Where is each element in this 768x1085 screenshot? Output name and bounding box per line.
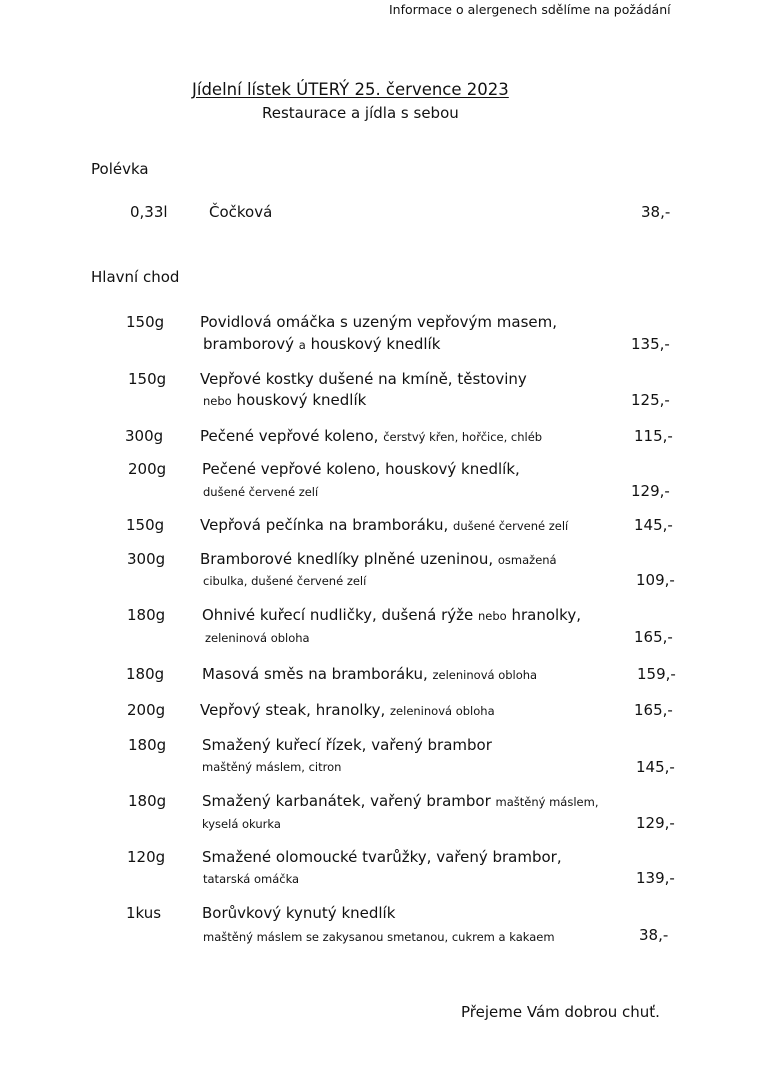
item-qty: 300g (125, 427, 164, 445)
section-heading-soup: Polévka (91, 160, 149, 178)
item-price: 145,- (634, 516, 673, 534)
item-qty: 200g (127, 701, 166, 719)
item-qty: 150g (126, 313, 165, 331)
item-name: Smažený kuřecí řízek, vařený brambor (202, 736, 492, 754)
item-name: Vepřový steak, hranolky, zeleninová obloha (200, 701, 495, 719)
item-side: dušené červené zelí (203, 485, 319, 499)
closing-message: Přejeme Vám dobrou chuť. (461, 1003, 660, 1021)
item-qty: 200g (128, 460, 167, 478)
item-price: 38,- (641, 203, 671, 221)
item-price: 159,- (637, 665, 676, 683)
item-side: kyselá okurka (202, 817, 281, 831)
item-price: 145,- (636, 758, 675, 776)
item-price: 139,- (636, 869, 675, 887)
menu-subtitle: Restaurace a jídla s sebou (262, 104, 459, 122)
item-side: maštěný máslem, citron (202, 760, 342, 774)
item-name: Smažený karbanátek, vařený brambor maštěný máslem, (202, 792, 599, 810)
item-price: 38,- (639, 926, 669, 944)
item-price: 165,- (634, 701, 673, 719)
item-qty: 180g (126, 665, 165, 683)
item-qty: 0,33l (130, 203, 168, 221)
item-name: Bramborové knedlíky plněné uzeninou, osmažená (200, 550, 557, 568)
item-side: cibulka, dušené červené zelí (203, 574, 367, 588)
allergen-note: Informace o alergenech sdělíme na požádání (389, 2, 671, 17)
item-name: Povidlová omáčka s uzeným vepřovým masem, (200, 313, 558, 331)
item-price: 125,- (631, 391, 670, 409)
item-name: Pečené vepřové koleno, houskový knedlík, (202, 460, 520, 478)
item-qty: 300g (127, 550, 166, 568)
item-side: zeleninová obloha (205, 631, 310, 645)
item-qty: 180g (128, 736, 167, 754)
item-price: 129,- (631, 482, 670, 500)
item-name: Ohnivé kuřecí nudličky, dušená rýže nebo hranolky, (202, 606, 581, 624)
item-side: tatarská omáčka (203, 872, 300, 886)
item-name: Borůvkový kynutý knedlík (202, 904, 396, 922)
item-price: 135,- (631, 335, 670, 353)
item-side: bramborový a houskový knedlík (203, 335, 441, 353)
item-side: nebo houskový knedlík (203, 391, 367, 409)
menu-title: Jídelní lístek ÚTERÝ 25. července 2023 (192, 80, 509, 99)
section-heading-main: Hlavní chod (91, 268, 180, 286)
item-qty: 1kus (126, 904, 162, 922)
item-qty: 180g (127, 606, 166, 624)
item-qty: 120g (127, 848, 166, 866)
item-name: Čočková (209, 203, 273, 221)
item-qty: 150g (128, 370, 167, 388)
item-name: Vepřová pečínka na bramboráku, dušené červené zelí (200, 516, 569, 534)
item-name: Smažené olomoucké tvarůžky, vařený brambor, (202, 848, 562, 866)
item-price: 109,- (636, 571, 675, 589)
item-price: 129,- (636, 814, 675, 832)
item-price: 115,- (634, 427, 673, 445)
item-qty: 180g (128, 792, 167, 810)
item-name: Vepřové kostky dušené na kmíně, těstoviny (200, 370, 527, 388)
item-qty: 150g (126, 516, 165, 534)
item-name: Masová směs na bramboráku, zeleninová obloha (202, 665, 538, 683)
item-price: 165,- (634, 628, 673, 646)
item-name: Pečené vepřové koleno, čerstvý křen, hořčice, chléb (200, 427, 543, 445)
item-side: maštěný máslem se zakysanou smetanou, cukrem a kakaem (203, 930, 555, 944)
